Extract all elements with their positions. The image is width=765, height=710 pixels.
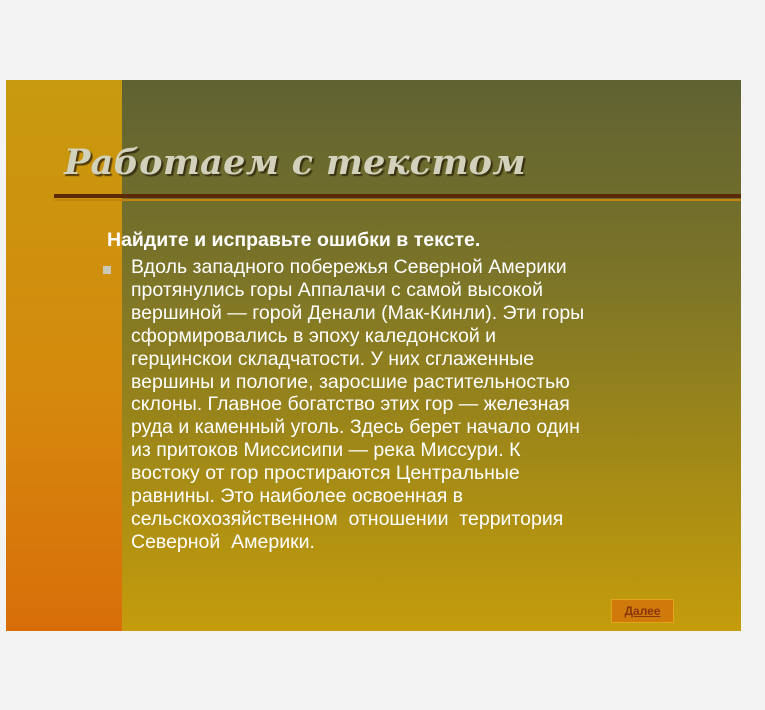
slide-title: Работаем с текстом (64, 142, 526, 183)
paragraph-line: протянулись горы Аппалачи с самой высокой (131, 278, 544, 301)
paragraph-line: равнины. Это наиболее освоенная в (131, 485, 464, 508)
paragraph-line: сельскохозяйственном отношении территория (131, 507, 564, 530)
title-divider (54, 194, 741, 198)
next-button[interactable]: Далее (611, 599, 674, 623)
task-heading: Найдите и исправьте ошибки в тексте. (107, 229, 481, 251)
title-divider-highlight (54, 199, 741, 201)
bullet-square-icon (103, 266, 111, 274)
paragraph-line: герцинскои складчатости. У них сглаженные (131, 347, 535, 370)
paragraph-line: вершиной — горой Денали (Мак-Кинли). Эти горы (131, 301, 585, 324)
paragraph-line: Северной Америки. (131, 530, 315, 553)
paragraph-line: сформировались в эпоху каледонской и (131, 324, 497, 347)
paragraph-line: Вдоль западного побережья Северной Америки (131, 256, 567, 278)
paragraph-line: из притоков Миссисипи — река Миссури. К (131, 439, 521, 462)
paragraph-line: склоны. Главное богатство этих гор — железная (131, 393, 570, 416)
task-paragraph (131, 256, 584, 554)
paragraph-line: вершины и пологие, заросшие растительностью (131, 370, 570, 393)
presentation-slide (6, 80, 741, 631)
paragraph-line: руда и каменный уголь. Здесь берет начало один (131, 416, 580, 439)
paragraph-line: востоку от гор простираются Центральные (131, 462, 520, 485)
